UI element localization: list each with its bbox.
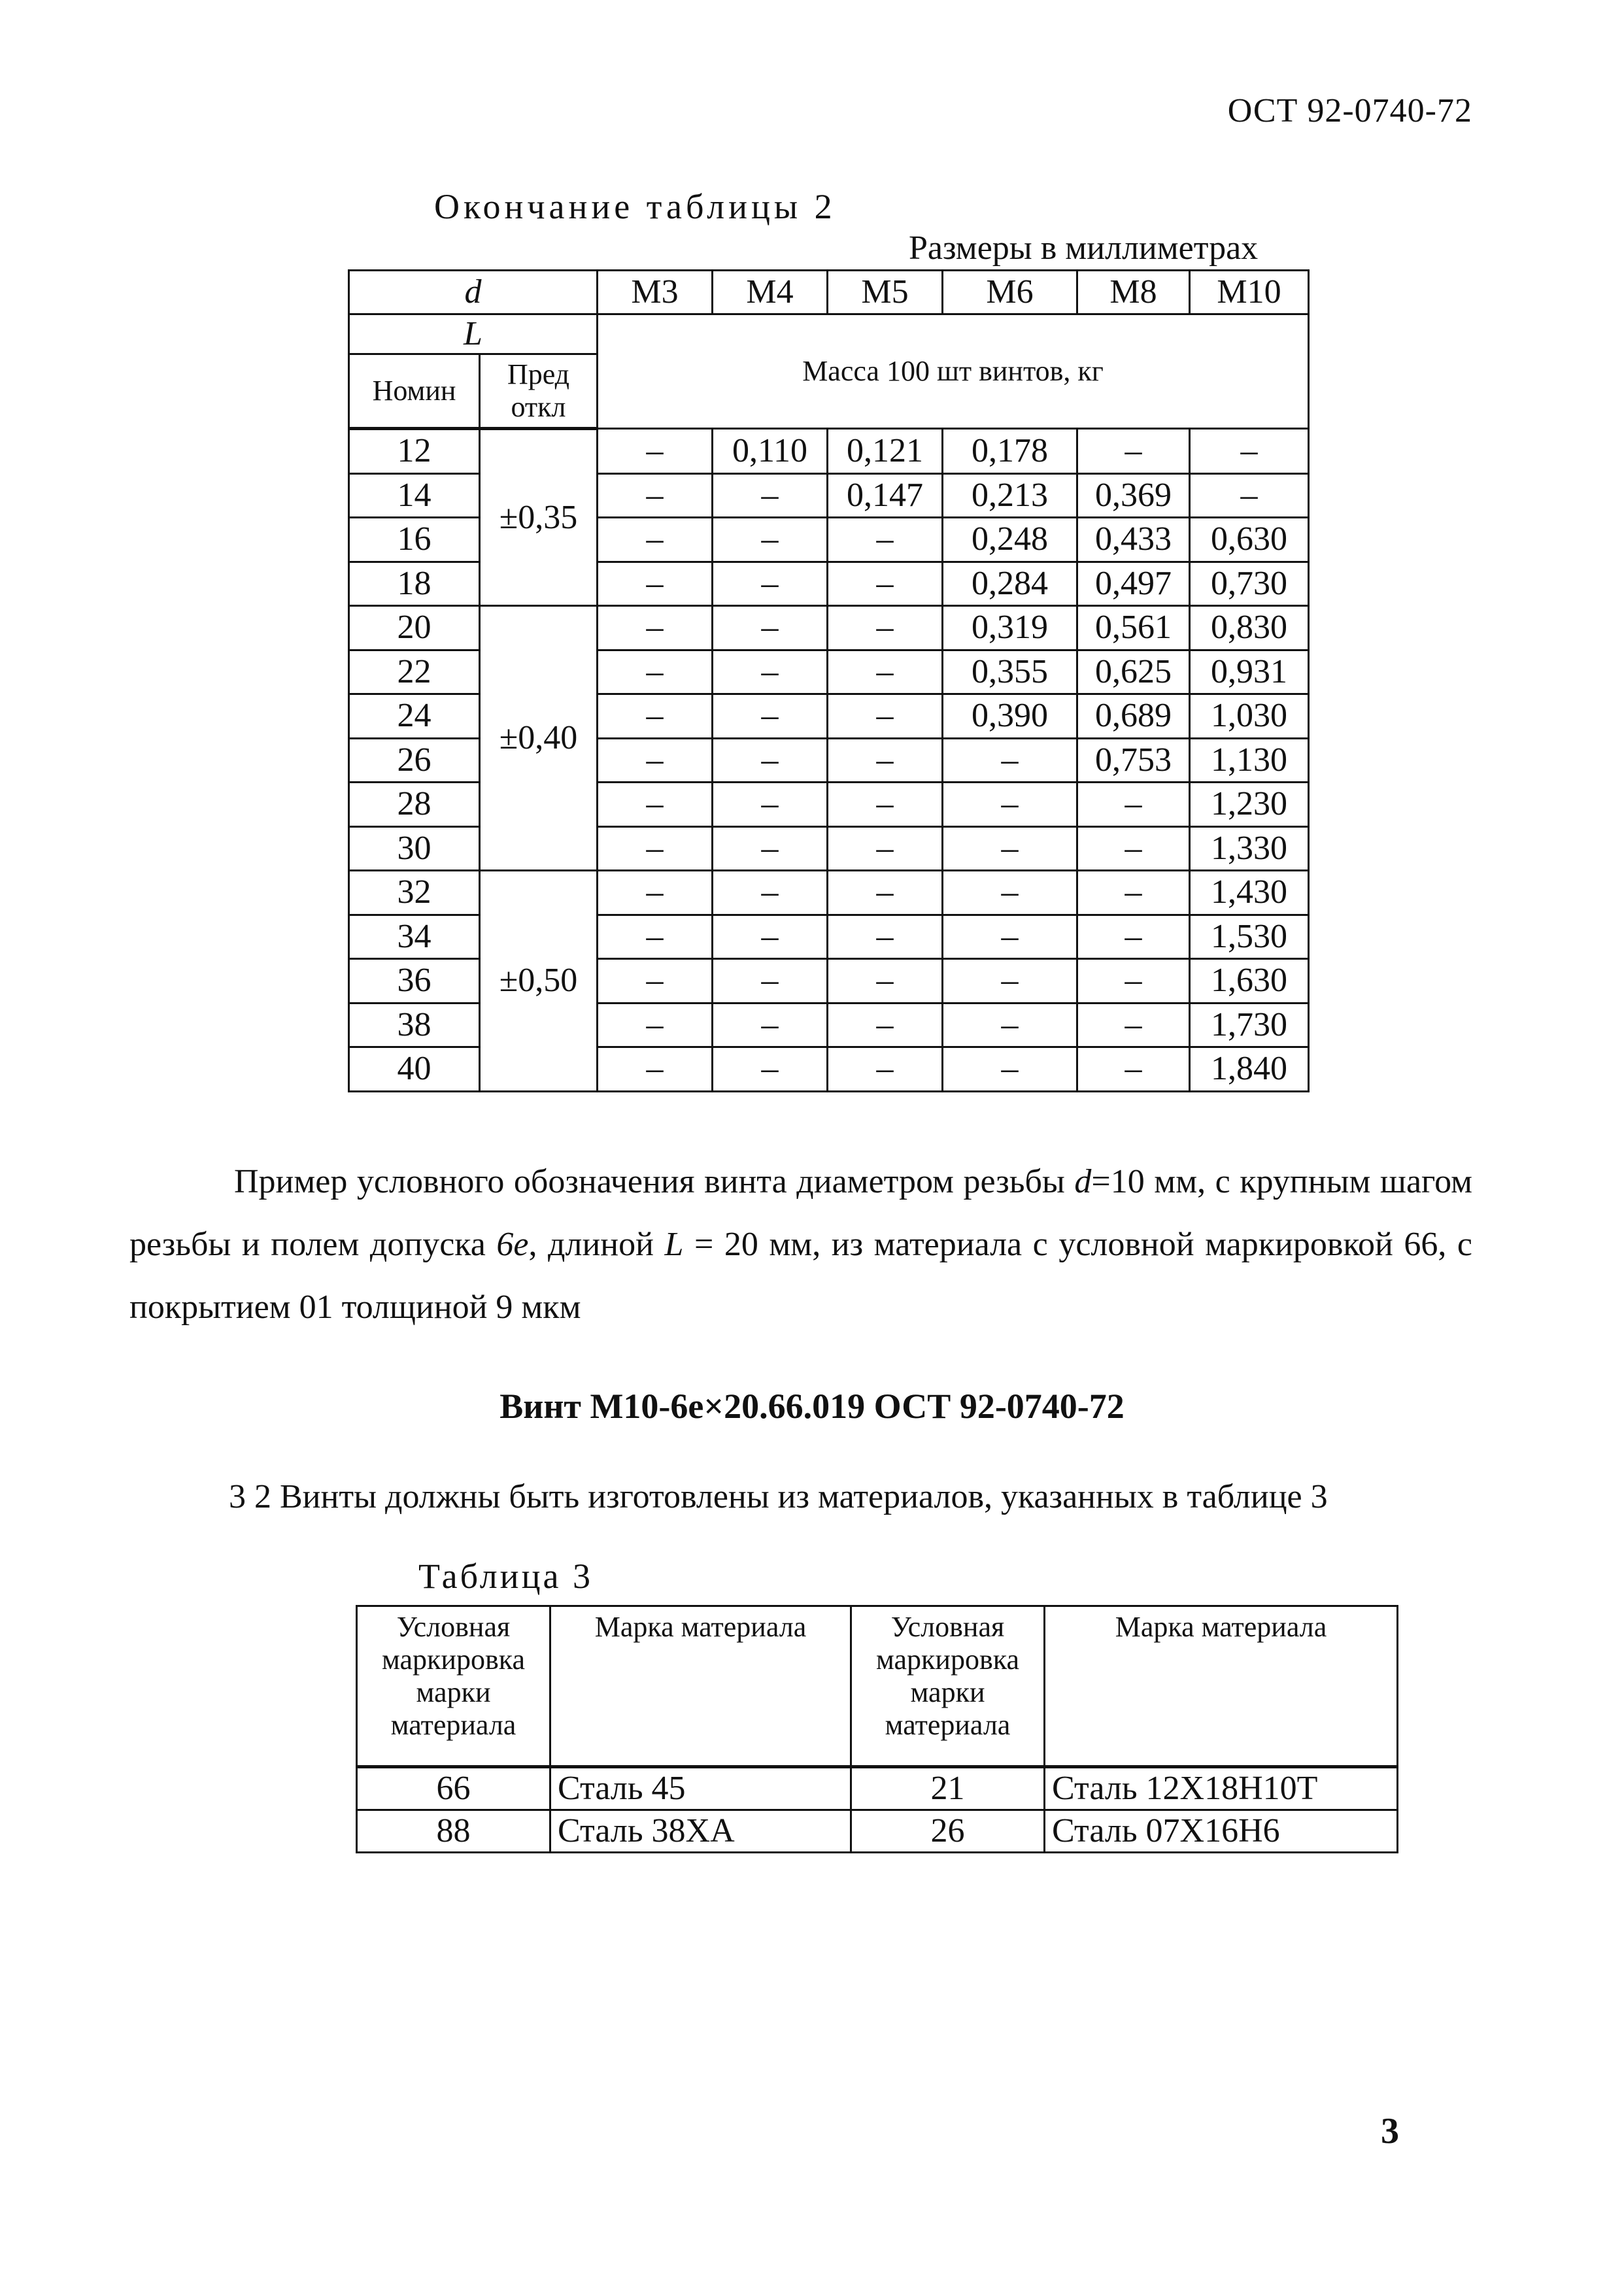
mass-cell: – (828, 959, 943, 1004)
length-cell: 32 (349, 871, 480, 915)
mass-cell: – (1077, 959, 1190, 1004)
mass-cell: – (713, 650, 828, 694)
table2-caption: Окончание таблицы 2 (434, 187, 836, 226)
mass-cell: 1,430 (1190, 871, 1309, 915)
length-cell: 14 (349, 473, 480, 518)
mass-cell: 0,931 (1190, 650, 1309, 694)
table-row (349, 871, 1309, 915)
mass-cell: – (713, 694, 828, 739)
mass-table (348, 269, 1310, 1092)
marking-cell: 66 (357, 1767, 550, 1810)
mass-cell: – (598, 694, 713, 739)
mass-cell: – (828, 915, 943, 959)
mass-cell: – (943, 871, 1077, 915)
length-cell: 22 (349, 650, 480, 694)
mass-cell: 0,369 (1077, 473, 1190, 518)
mass-cell: – (828, 1047, 943, 1092)
mass-cell: – (598, 518, 713, 562)
mass-cell: – (1077, 429, 1190, 474)
nominal-label: Номин (349, 354, 480, 429)
mass-cell: – (598, 1003, 713, 1047)
length-cell: 36 (349, 959, 480, 1004)
mass-cell: 1,730 (1190, 1003, 1309, 1047)
mass-cell: – (1077, 1047, 1190, 1092)
document-code: ОСТ 92-0740-72 (1227, 92, 1472, 129)
mass-cell: – (828, 562, 943, 606)
mass-cell: – (713, 738, 828, 783)
table2-header-L (349, 314, 1309, 354)
mass-cell: 0,689 (1077, 694, 1190, 739)
d-label: d (349, 271, 598, 314)
grade-cell: Сталь 12Х18Н10Т (1045, 1767, 1398, 1810)
length-cell: 16 (349, 518, 480, 562)
mass-cell: 0,284 (943, 562, 1077, 606)
marking-cell: 88 (357, 1810, 550, 1853)
mass-label: Масса 100 шт винтов, кг (598, 314, 1309, 429)
grade-cell: Сталь 38ХА (550, 1810, 851, 1853)
table3-caption: Таблица 3 (418, 1557, 593, 1596)
mass-cell: 0,248 (943, 518, 1077, 562)
mass-cell: – (713, 871, 828, 915)
mass-cell: – (598, 783, 713, 827)
mass-cell: 1,030 (1190, 694, 1309, 739)
mass-cell: – (713, 959, 828, 1004)
materials-table (356, 1605, 1398, 1853)
mass-cell: 0,121 (828, 429, 943, 474)
mass-cell: 0,730 (1190, 562, 1309, 606)
length-cell: 30 (349, 826, 480, 871)
mass-cell: 0,630 (1190, 518, 1309, 562)
deviation-label: Пред откл (480, 354, 598, 429)
mass-cell: – (828, 783, 943, 827)
mass-cell: – (828, 1003, 943, 1047)
table2-units: Размеры в миллиметрах (909, 229, 1259, 267)
mass-cell: 1,130 (1190, 738, 1309, 783)
mass-cell: – (828, 606, 943, 650)
length-cell: 20 (349, 606, 480, 650)
mass-cell: 0,753 (1077, 738, 1190, 783)
mass-cell: – (598, 738, 713, 783)
mass-cell: 0,178 (943, 429, 1077, 474)
table-row (349, 429, 1309, 474)
col-grade-1: Марка материала (550, 1606, 851, 1767)
length-cell: 28 (349, 783, 480, 827)
tolerance-cell: ±0,35 (480, 429, 598, 606)
mass-cell: – (713, 606, 828, 650)
mass-cell: – (598, 473, 713, 518)
mass-cell: 1,230 (1190, 783, 1309, 827)
mass-cell: – (1077, 871, 1190, 915)
size-m3: M3 (598, 271, 713, 314)
mass-cell: 0,830 (1190, 606, 1309, 650)
mass-cell: – (713, 783, 828, 827)
table-row (357, 1810, 1398, 1853)
mass-cell: – (1077, 826, 1190, 871)
clause-3-2: 3 2 Винты должны быть изготовлены из материалов, указанных в таблице 3 (229, 1478, 1328, 1515)
example-paragraph: Пример условного обозначения винта диаметром резьбы d=10 мм, с крупным шагом резьбы и полем допуска 6е, длиной L = 20 мм, из материала с условной маркировкой 66, с покрытием 01 толщиной 9 мкм (129, 1163, 1473, 1326)
col-grade-2: Марка материала (1045, 1606, 1398, 1767)
mass-cell: – (598, 959, 713, 1004)
mass-cell: – (713, 518, 828, 562)
mass-cell: 1,630 (1190, 959, 1309, 1004)
mass-cell: – (598, 1047, 713, 1092)
col-marking-2: Условная маркировка марки материала (851, 1606, 1045, 1767)
marking-cell: 26 (851, 1810, 1045, 1853)
mass-cell: – (828, 694, 943, 739)
mass-cell: – (713, 826, 828, 871)
mass-cell: 0,147 (828, 473, 943, 518)
table-row (357, 1767, 1398, 1810)
size-m6: M6 (943, 271, 1077, 314)
example-designation: Винт М10-6е×20.66.019 ОСТ 92-0740-72 (499, 1387, 1125, 1426)
mass-cell: – (1190, 473, 1309, 518)
mass-cell: – (713, 473, 828, 518)
grade-cell: Сталь 45 (550, 1767, 851, 1810)
mass-cell: – (828, 738, 943, 783)
mass-cell: 0,355 (943, 650, 1077, 694)
mass-cell: – (943, 783, 1077, 827)
length-cell: 12 (349, 429, 480, 474)
table3-header (357, 1606, 1398, 1767)
mass-cell: 1,530 (1190, 915, 1309, 959)
page-number: 3 (1381, 2111, 1399, 2151)
mass-cell: – (943, 959, 1077, 1004)
tolerance-cell: ±0,50 (480, 871, 598, 1092)
mass-cell: – (943, 738, 1077, 783)
mass-cell: – (598, 915, 713, 959)
length-cell: 34 (349, 915, 480, 959)
mass-cell: – (828, 518, 943, 562)
mass-cell: – (828, 826, 943, 871)
mass-cell: – (598, 650, 713, 694)
L-label: L (349, 314, 598, 354)
grade-cell: Сталь 07Х16Н6 (1045, 1810, 1398, 1853)
mass-cell: 1,840 (1190, 1047, 1309, 1092)
mass-cell: 0,319 (943, 606, 1077, 650)
mass-cell: – (943, 826, 1077, 871)
tolerance-cell: ±0,40 (480, 606, 598, 871)
mass-cell: 0,390 (943, 694, 1077, 739)
marking-cell: 21 (851, 1767, 1045, 1810)
size-m8: M8 (1077, 271, 1190, 314)
mass-cell: – (713, 1003, 828, 1047)
mass-cell: – (598, 871, 713, 915)
mass-cell: 0,213 (943, 473, 1077, 518)
mass-cell: – (943, 1003, 1077, 1047)
size-m10: M10 (1190, 271, 1309, 314)
length-cell: 40 (349, 1047, 480, 1092)
mass-cell: 0,561 (1077, 606, 1190, 650)
mass-cell: – (598, 826, 713, 871)
length-cell: 24 (349, 694, 480, 739)
mass-cell: – (713, 562, 828, 606)
length-cell: 26 (349, 738, 480, 783)
mass-cell: 0,110 (713, 429, 828, 474)
table2-header-d (349, 271, 1309, 314)
mass-cell: 1,330 (1190, 826, 1309, 871)
mass-cell: – (713, 1047, 828, 1092)
table-row (349, 606, 1309, 650)
mass-cell: – (598, 562, 713, 606)
mass-cell: – (828, 871, 943, 915)
mass-cell: – (598, 429, 713, 474)
length-cell: 18 (349, 562, 480, 606)
mass-cell: 0,497 (1077, 562, 1190, 606)
mass-cell: 0,625 (1077, 650, 1190, 694)
col-marking-1: Условная маркировка марки материала (357, 1606, 550, 1767)
mass-cell: – (1077, 915, 1190, 959)
mass-cell: 0,433 (1077, 518, 1190, 562)
size-m5: M5 (828, 271, 943, 314)
mass-cell: – (943, 915, 1077, 959)
mass-cell: – (943, 1047, 1077, 1092)
mass-cell: – (598, 606, 713, 650)
mass-cell: – (713, 915, 828, 959)
mass-cell: – (1077, 783, 1190, 827)
mass-cell: – (1190, 429, 1309, 474)
size-m4: M4 (713, 271, 828, 314)
length-cell: 38 (349, 1003, 480, 1047)
mass-cell: – (1077, 1003, 1190, 1047)
mass-cell: – (828, 650, 943, 694)
